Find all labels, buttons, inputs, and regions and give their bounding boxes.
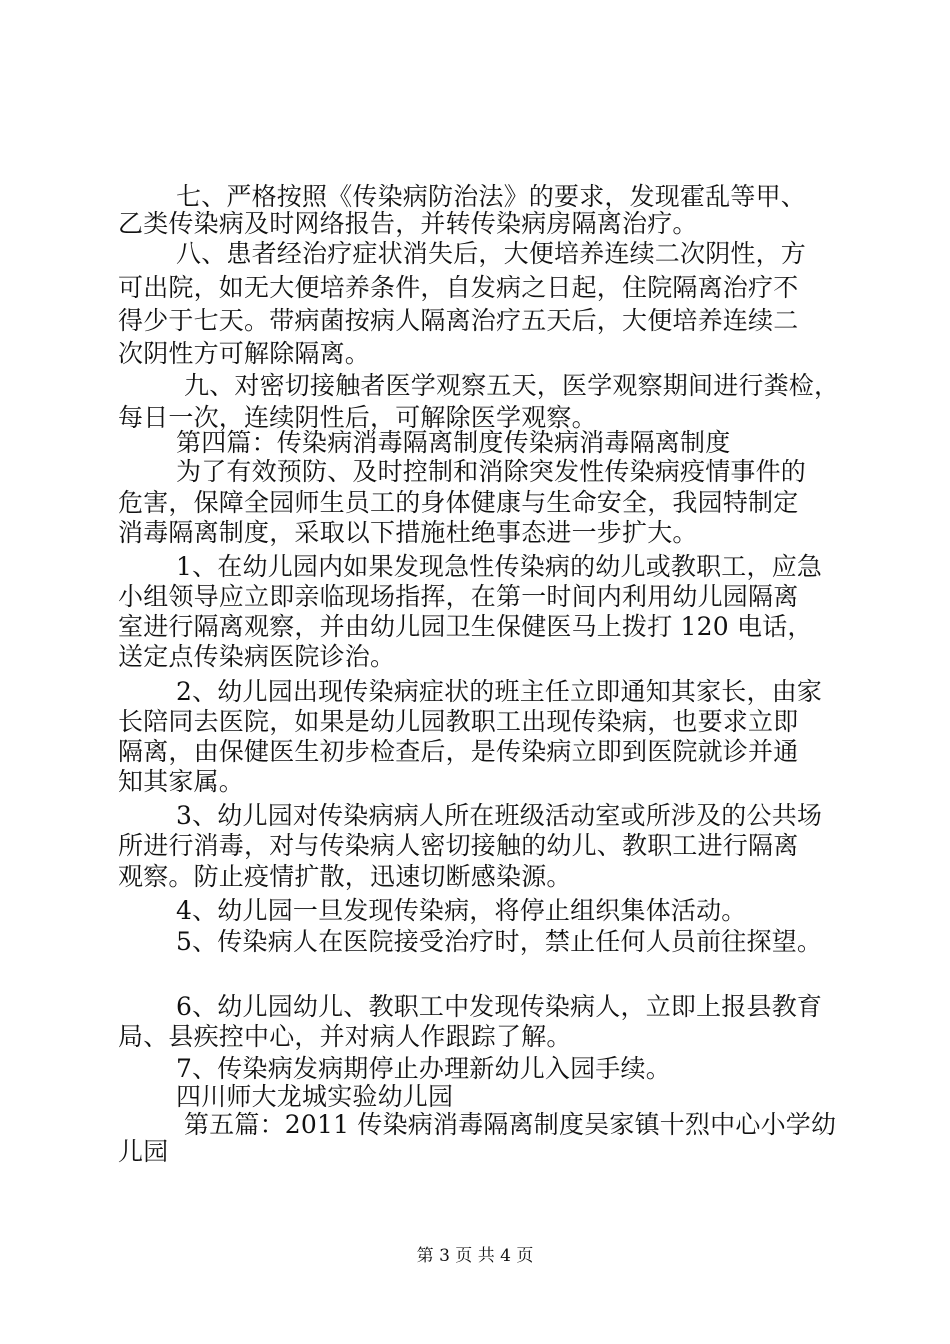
text-line: 八、患者经治疗症状消失后，大便培养连续二次阴性，方 [176, 239, 807, 268]
section-heading: 第五篇：2011 传染病消毒隔离制度吴家镇十烈中心小学幼 [184, 1110, 837, 1139]
text-line: 小组领导应立即亲临现场指挥，在第一时间内利用幼儿园隔离 [118, 582, 799, 611]
text-line: 九、对密切接触者医学观察五天，医学观察期间进行粪检， [184, 371, 840, 400]
text-line: 知其家属。 [118, 767, 245, 796]
text-line: 七、严格按照《传染病防治法》的要求，发现霍乱等甲、 [176, 182, 807, 211]
text-line: 局、县疾控中心，并对病人作跟踪了解。 [118, 1022, 572, 1051]
page-footer: 第 3 页 共 4 页 [416, 1246, 534, 1266]
text-line: 室进行隔离观察，并由幼儿园卫生保健医马上拨打 120 电话， [118, 612, 813, 641]
text-line: 乙类传染病及时网络报告，并转传染病房隔离治疗。 [118, 209, 698, 238]
text-line: 次阴性方可解除隔离。 [118, 339, 371, 368]
text-line: 隔离，由保健医生初步检查后，是传染病立即到医院就诊并通 [118, 737, 799, 766]
section-heading: 第四篇：传染病消毒隔离制度传染病消毒隔离制度 [176, 428, 731, 457]
text-line: 长陪同去医院，如果是幼儿园教职工出现传染病，也要求立即 [118, 707, 799, 736]
text-line: 观察。防止疫情扩散，迅速切断感染源。 [118, 862, 572, 891]
text-line: 6、幼儿园幼儿、教职工中发现传染病人，立即上报县教育 [176, 992, 823, 1021]
signature-line: 四川师大龙城实验幼儿园 [176, 1082, 454, 1111]
text-line: 为了有效预防、及时控制和消除突发性传染病疫情事件的 [176, 457, 807, 486]
text-line: 儿园 [118, 1137, 169, 1166]
text-line: 5、传染病人在医院接受治疗时，禁止任何人员前往探望。 [176, 927, 823, 956]
text-line: 送定点传染病医院诊治。 [118, 642, 396, 671]
text-line: 7、传染病发病期停止办理新幼儿入园手续。 [176, 1054, 671, 1083]
text-line: 3、幼儿园对传染病病人所在班级活动室或所涉及的公共场 [176, 801, 823, 830]
text-line: 每日一次，连续阴性后，可解除医学观察。 [118, 403, 597, 432]
text-line: 危害，保障全园师生员工的身体健康与生命安全，我园特制定 [118, 488, 799, 517]
text-line: 所进行消毒，对与传染病人密切接触的幼儿、教职工进行隔离 [118, 831, 799, 860]
text-line: 4、幼儿园一旦发现传染病，将停止组织集体活动。 [176, 896, 747, 925]
text-line: 可出院，如无大便培养条件，自发病之日起，住院隔离治疗不 [118, 273, 799, 302]
text-line: 1、在幼儿园内如果发现急性传染病的幼儿或教职工，应急 [176, 552, 823, 581]
text-line: 2、幼儿园出现传染病症状的班主任立即通知其家长，由家 [176, 677, 823, 706]
text-line: 消毒隔离制度，采取以下措施杜绝事态进一步扩大。 [118, 518, 698, 547]
text-line: 得少于七天。带病菌按病人隔离治疗五天后，大便培养连续二 [118, 306, 799, 335]
